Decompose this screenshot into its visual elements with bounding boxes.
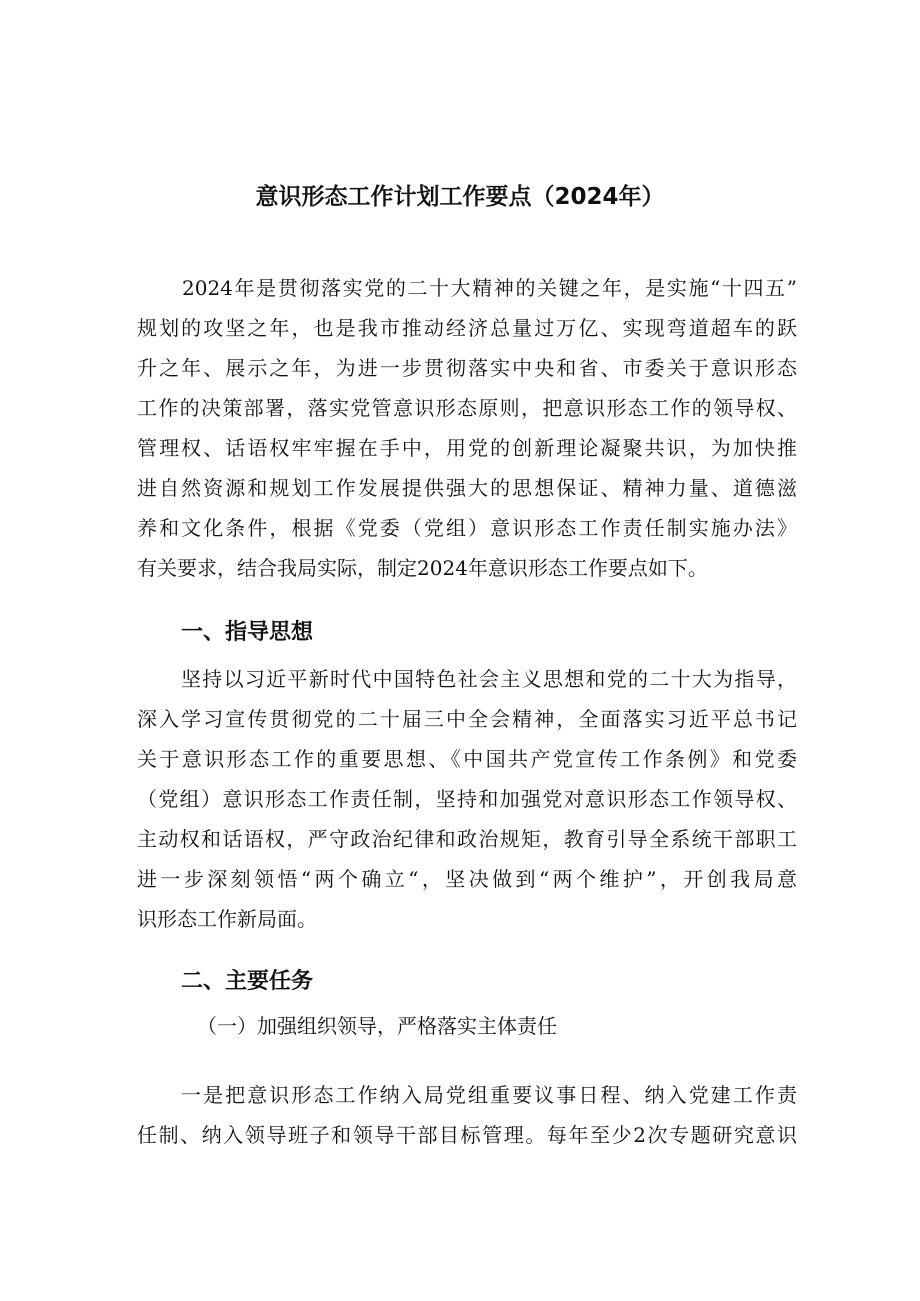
paragraph-line: 坚持以习近平新时代中国特色社会主义思想和党的二十大为指导，	[181, 667, 797, 691]
document-title: 意识形态工作计划工作要点（2024年）	[255, 184, 665, 210]
paragraph-line: 进一步深刻领悟“两个确立“，坚决做到“两个维护”，开创我局意	[137, 867, 797, 891]
paragraph-line: 深入学习宣传贯彻党的二十届三中全会精神，全面落实习近平总书记	[137, 707, 797, 731]
paragraph-line: 有关要求，结合我局实际，制定2024年意识形态工作要点如下。	[137, 556, 708, 580]
paragraph-line: （党组）意识形态工作责任制，坚持和加强党对意识形态工作领导权、	[137, 787, 797, 811]
paragraph-line: 规划的攻坚之年，也是我市推动经济总量过万亿、实现弯道超车的跃	[137, 316, 797, 340]
subsection1-paragraph	[137, 1075, 797, 1155]
paragraph-line: 养和文化条件，根据《党委（党组）意识形态工作责任制实施办法》	[137, 516, 797, 540]
section-heading-main-tasks: 二、主要任务	[181, 969, 314, 994]
paragraph-line: 一是把意识形态工作纳入局党组重要议事日程、纳入党建工作责	[181, 1083, 797, 1107]
paragraph-line: 2024年是贯彻落实党的二十大精神的关键之年，是实施“十四五”	[182, 276, 797, 300]
paragraph-line: 关于意识形态工作的重要思想、《中国共产党宣传工作条例》和党委	[137, 747, 797, 771]
intro-paragraph	[137, 268, 797, 588]
section-heading-guiding-thought: 一、指导思想	[181, 620, 314, 645]
paragraph-line: 工作的决策部署，落实党管意识形态原则，把意识形态工作的领导权、	[137, 396, 797, 420]
paragraph-line: 识形态工作新局面。	[137, 907, 317, 931]
paragraph-line: 任制、纳入领导班子和领导干部目标管理。每年至少2次专题研究意识	[137, 1123, 797, 1147]
section1-paragraph	[137, 659, 797, 939]
paragraph-line: 主动权和话语权，严守政治纪律和政治规矩，教育引导全系统干部职工	[137, 827, 797, 851]
paragraph-line: 升之年、展示之年，为进一步贯彻落实中央和省、市委关于意识形态	[137, 356, 797, 380]
paragraph-line: 进自然资源和规划工作发展提供强大的思想保证、精神力量、道德滋	[137, 476, 797, 500]
subsection-heading: （一）加强组织领导，严格落实主体责任	[197, 1014, 557, 1038]
paragraph-line: 管理权、话语权牢牢握在手中，用党的创新理论凝聚共识，为加快推	[137, 436, 797, 460]
